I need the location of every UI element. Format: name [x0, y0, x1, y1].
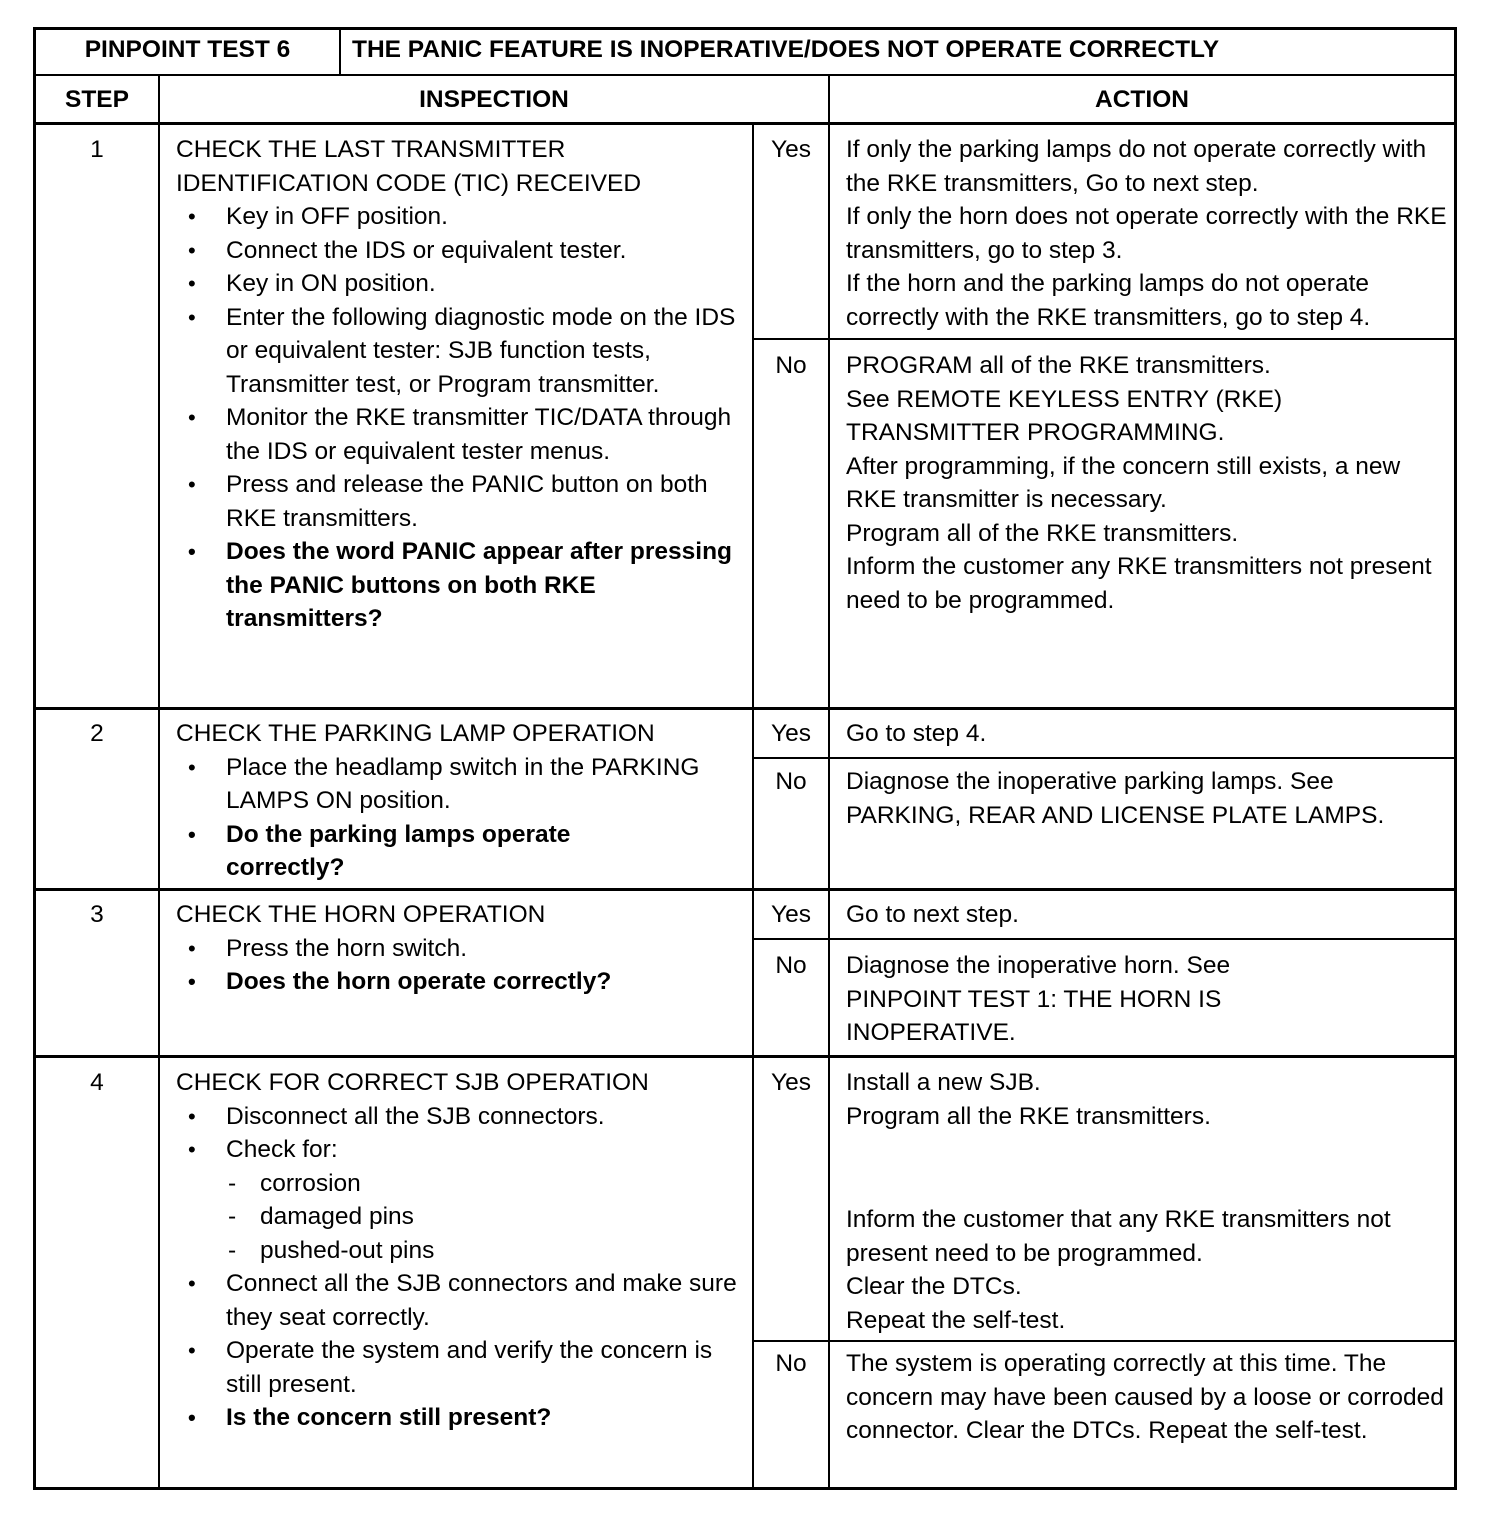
divider-colheads	[33, 122, 1457, 125]
action-line: See REMOTE KEYLESS ENTRY (RKE) TRANSMITTER PROGRAMMING.	[846, 385, 1283, 446]
list-item: • Enter the following diagnostic mode on the IDS or equivalent tester: SJB function tests, Transmitter test, or Program transmitter.	[176, 301, 752, 402]
list-item-text: • Check for:	[226, 1136, 338, 1163]
divider-yes-no-1	[752, 338, 1457, 340]
action-line: PROGRAM all of the RKE transmitters.	[846, 352, 1271, 379]
sub-list-item: - corrosion	[226, 1167, 752, 1201]
step-bullets	[176, 200, 752, 636]
divider-yes-no-2	[752, 757, 1457, 759]
step-inspection	[160, 898, 752, 999]
col-header-step: STEP	[65, 86, 129, 113]
step-title: CHECK THE HORN OPERATION	[176, 901, 546, 928]
step-number: 4	[90, 1069, 104, 1096]
col-header-action: ACTION	[1095, 86, 1189, 113]
action-line: The system is operating correctly at this time. The concern may have been caused by a loose or corroded connector. Clear the DTCs. Repeat the self-test.	[846, 1350, 1444, 1444]
yes-action	[830, 898, 1454, 932]
col-header-inspection: INSPECTION	[419, 86, 569, 113]
action-line: Diagnose the inoperative horn. See PINPOINT TEST 1: THE HORN IS INOPERATIVE.	[846, 952, 1231, 1046]
action-line: Program all of the RKE transmitters.	[846, 519, 1239, 547]
list-item: • Press the horn switch.	[176, 932, 752, 966]
divider-step-3	[33, 1055, 1457, 1058]
yes-label: Yes	[771, 901, 811, 928]
list-item: • Place the headlamp switch in the PARKING LAMPS ON position.	[176, 751, 752, 818]
divider-step-2	[33, 888, 1457, 891]
no-label: No	[775, 352, 807, 379]
action-line: Go to next step.	[846, 901, 1019, 928]
step-inspection	[160, 133, 752, 636]
step-title: CHECK THE PARKING LAMP OPERATION	[176, 720, 655, 747]
divider-header-title	[339, 27, 341, 75]
step-bullets	[176, 751, 752, 885]
sub-list-item: - damaged pins	[226, 1200, 752, 1234]
divider-yes-no-3	[752, 938, 1457, 940]
action-line: Inform the customer that any RKE transmitters not present need to be programmed.	[846, 1206, 1391, 1267]
action-spacer	[846, 1133, 1448, 1203]
action-line: Repeat the self-test.	[846, 1306, 1066, 1334]
no-action	[830, 949, 1454, 1050]
test-title: THE PANIC FEATURE IS INOPERATIVE/DOES NOT OPERATE CORRECTLY	[352, 36, 1220, 63]
step-number: 2	[90, 720, 104, 747]
step-inspection	[160, 717, 752, 885]
list-item: • Disconnect all the SJB connectors.	[176, 1100, 752, 1134]
list-item: • Connect all the SJB connectors and make sure they seat correctly.	[176, 1267, 752, 1334]
table-border-bottom	[33, 1487, 1457, 1490]
step-bullets	[176, 932, 752, 999]
no-label: No	[775, 1350, 807, 1377]
no-action	[830, 765, 1454, 832]
step-inspection	[160, 1066, 752, 1435]
step-question: • Do the parking lamps operate correctly?	[176, 818, 752, 885]
divider-yes-no-4	[752, 1340, 1457, 1342]
list-item: • Monitor the RKE transmitter TIC/DATA through the IDS or equivalent tester menus.	[176, 401, 752, 468]
divider-header	[33, 74, 1457, 76]
yes-action	[830, 1066, 1454, 1337]
action-line: If only the parking lamps do not operate correctly with the RKE transmitters, Go to next step.	[846, 136, 1427, 197]
yes-label: Yes	[771, 720, 811, 747]
step-number: 3	[90, 901, 104, 928]
action-line: Inform the customer any RKE transmitters not present need to be programmed.	[846, 553, 1432, 614]
action-line: Diagnose the inoperative parking lamps. See PARKING, REAR AND LICENSE PLATE LAMPS.	[846, 768, 1385, 829]
action-line: If the horn and the parking lamps do not operate correctly with the RKE transmitters, go to step 4.	[846, 270, 1371, 331]
step-question: • Does the word PANIC appear after pressing the PANIC buttons on both RKE transmitters?	[176, 535, 752, 636]
no-label: No	[775, 952, 807, 979]
divider-yesno-col	[752, 122, 754, 1488]
step-title: CHECK THE LAST TRANSMITTER IDENTIFICATION CODE (TIC) RECEIVED	[176, 136, 642, 197]
sub-list-item: - pushed-out pins	[226, 1234, 752, 1268]
step-question: • Does the horn operate correctly?	[176, 965, 752, 999]
action-line: If only the horn does not operate correctly with the RKE transmitters, go to step 3.	[846, 203, 1447, 264]
action-line: Go to step 4.	[846, 720, 987, 747]
action-line: Install a new SJB.	[846, 1069, 1041, 1096]
yes-action	[830, 717, 1454, 751]
divider-step-1	[33, 707, 1457, 710]
action-line: After programming, if the concern still exists, a new RKE transmitter is necessary.	[846, 452, 1401, 513]
action-line: Clear the DTCs.	[846, 1273, 1022, 1300]
no-action	[830, 349, 1454, 617]
test-label: PINPOINT TEST 6	[84, 36, 291, 63]
step-number: 1	[90, 136, 104, 163]
action-line: Program all the RKE transmitters.	[846, 1102, 1211, 1130]
step-bullets	[176, 1100, 752, 1435]
list-item: • Connect the IDS or equivalent tester.	[176, 234, 752, 268]
table-border-top	[33, 27, 1457, 30]
table-border-left	[33, 27, 36, 1490]
yes-label: Yes	[771, 1069, 811, 1096]
no-label: No	[775, 768, 807, 795]
list-item	[176, 1133, 752, 1267]
yes-action	[830, 133, 1454, 334]
list-item: • Operate the system and verify the concern is still present.	[176, 1334, 752, 1401]
list-item: • Press and release the PANIC button on both RKE transmitters.	[176, 468, 752, 535]
sub-list	[176, 1167, 752, 1268]
yes-label: Yes	[771, 136, 811, 163]
step-question: • Is the concern still present?	[176, 1401, 752, 1435]
list-item: • Key in ON position.	[176, 267, 752, 301]
no-action	[830, 1347, 1454, 1448]
list-item: • Key in OFF position.	[176, 200, 752, 234]
step-title: CHECK FOR CORRECT SJB OPERATION	[176, 1069, 649, 1096]
